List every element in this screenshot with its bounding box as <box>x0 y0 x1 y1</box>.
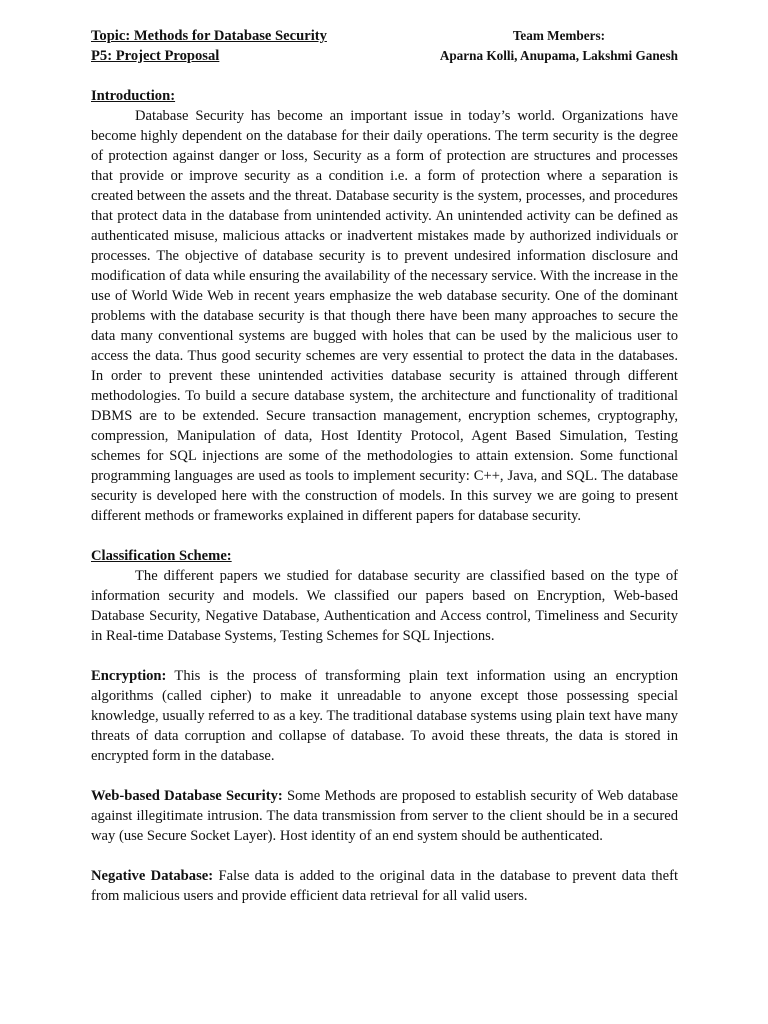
document-page <box>91 26 678 906</box>
negative-database-text: False data is added to the original data in the database to prevent data theft from malicious users and provide efficient data retrieval for all valid users. <box>91 868 678 904</box>
header-right <box>440 26 678 66</box>
negative-database-term: Negative Database: <box>91 868 214 884</box>
introduction-heading: Introduction: <box>91 88 176 104</box>
header-left <box>91 26 327 66</box>
team-members-names: Aparna Kolli, Anupama, Lakshmi Ganesh <box>439 48 678 63</box>
web-security-paragraph <box>91 786 678 846</box>
negative-database-paragraph <box>91 866 678 906</box>
classification-paragraph: The different papers we studied for database security are classified based on the type of information security and models. We classified our papers based on Encryption, Web-based Database Security, Negative Database, Authentication and Access control, Timeliness and Security in Real-time Database Systems, Testing Schemes for SQL Injections. <box>91 568 678 644</box>
classification-heading: Classification Scheme: <box>91 548 232 564</box>
web-security-term: Web-based Database Security: <box>91 788 283 804</box>
encryption-paragraph <box>91 666 678 766</box>
document-header <box>91 26 678 66</box>
introduction-paragraph: Database Security has become an important issue in today’s world. Organizations have become highly dependent on the database for their daily operations. The term security is the degree of protection against danger or loss, Security as a form of protection are structures and processes that provide or improve security as a condition i.e. a form of protection where a separation is created between the assets and the threat. Database security is the system, processes, and procedures that protect data in the database from unintended activity. An unintended activity can be defined as authenticated misuse, malicious attacks or inadvertent mistakes made by authorized individuals or processes. The objective of database security is to prevent undesired information disclosure and modification of data while ensuring the availability of the necessary service. With the increase in the use of World Wide Web in recent years emphasize the web database security. One of the dominant problems with the database security is that though there have been many approaches to secure the data many conventional systems are bugged with holes that can be used by the malicious user to access the data. Thus good security schemes are very essential to protect the data in the databases. In order to prevent these unintended activities database security is attained through different methodologies. To build a secure database system, the architecture and functionality of traditional DBMS are to be extended. Secure transaction management, encryption schemes, cryptography, compression, Manipulation of data, Host Identity Protocol, Agent Based Simulation, Testing schemes for SQL injections are some of the methodologies to attain extension. Some functional programming languages are used as tools to implement security: C++, Java, and SQL. The database security is developed here with the construction of models. In this survey we are going to present different methods or frameworks explained in different papers for database security. <box>91 108 678 524</box>
web-security-text: Some Methods are proposed to establish security of Web database against illegitimate intrusion. The data transmission from server to the client should be in a secured way (use Secure Socket Layer). Host identity of an end system should be authenticated. <box>91 788 678 844</box>
team-members-label: Team Members: <box>512 28 605 43</box>
proposal-title: P5: Project Proposal <box>91 48 220 64</box>
encryption-term: Encryption: <box>91 668 167 684</box>
encryption-text: This is the process of transforming plain text information using an encryption algorithms (called cipher) to make it unreadable to anyone except those possessing special knowledge, usually referred to as a key. The traditional database systems using plain text have many threats of data corruption and collapse of database. To avoid these threats, the data is stored in encrypted form in the database. <box>91 668 678 764</box>
topic-title: Topic: Methods for Database Security <box>91 28 327 44</box>
